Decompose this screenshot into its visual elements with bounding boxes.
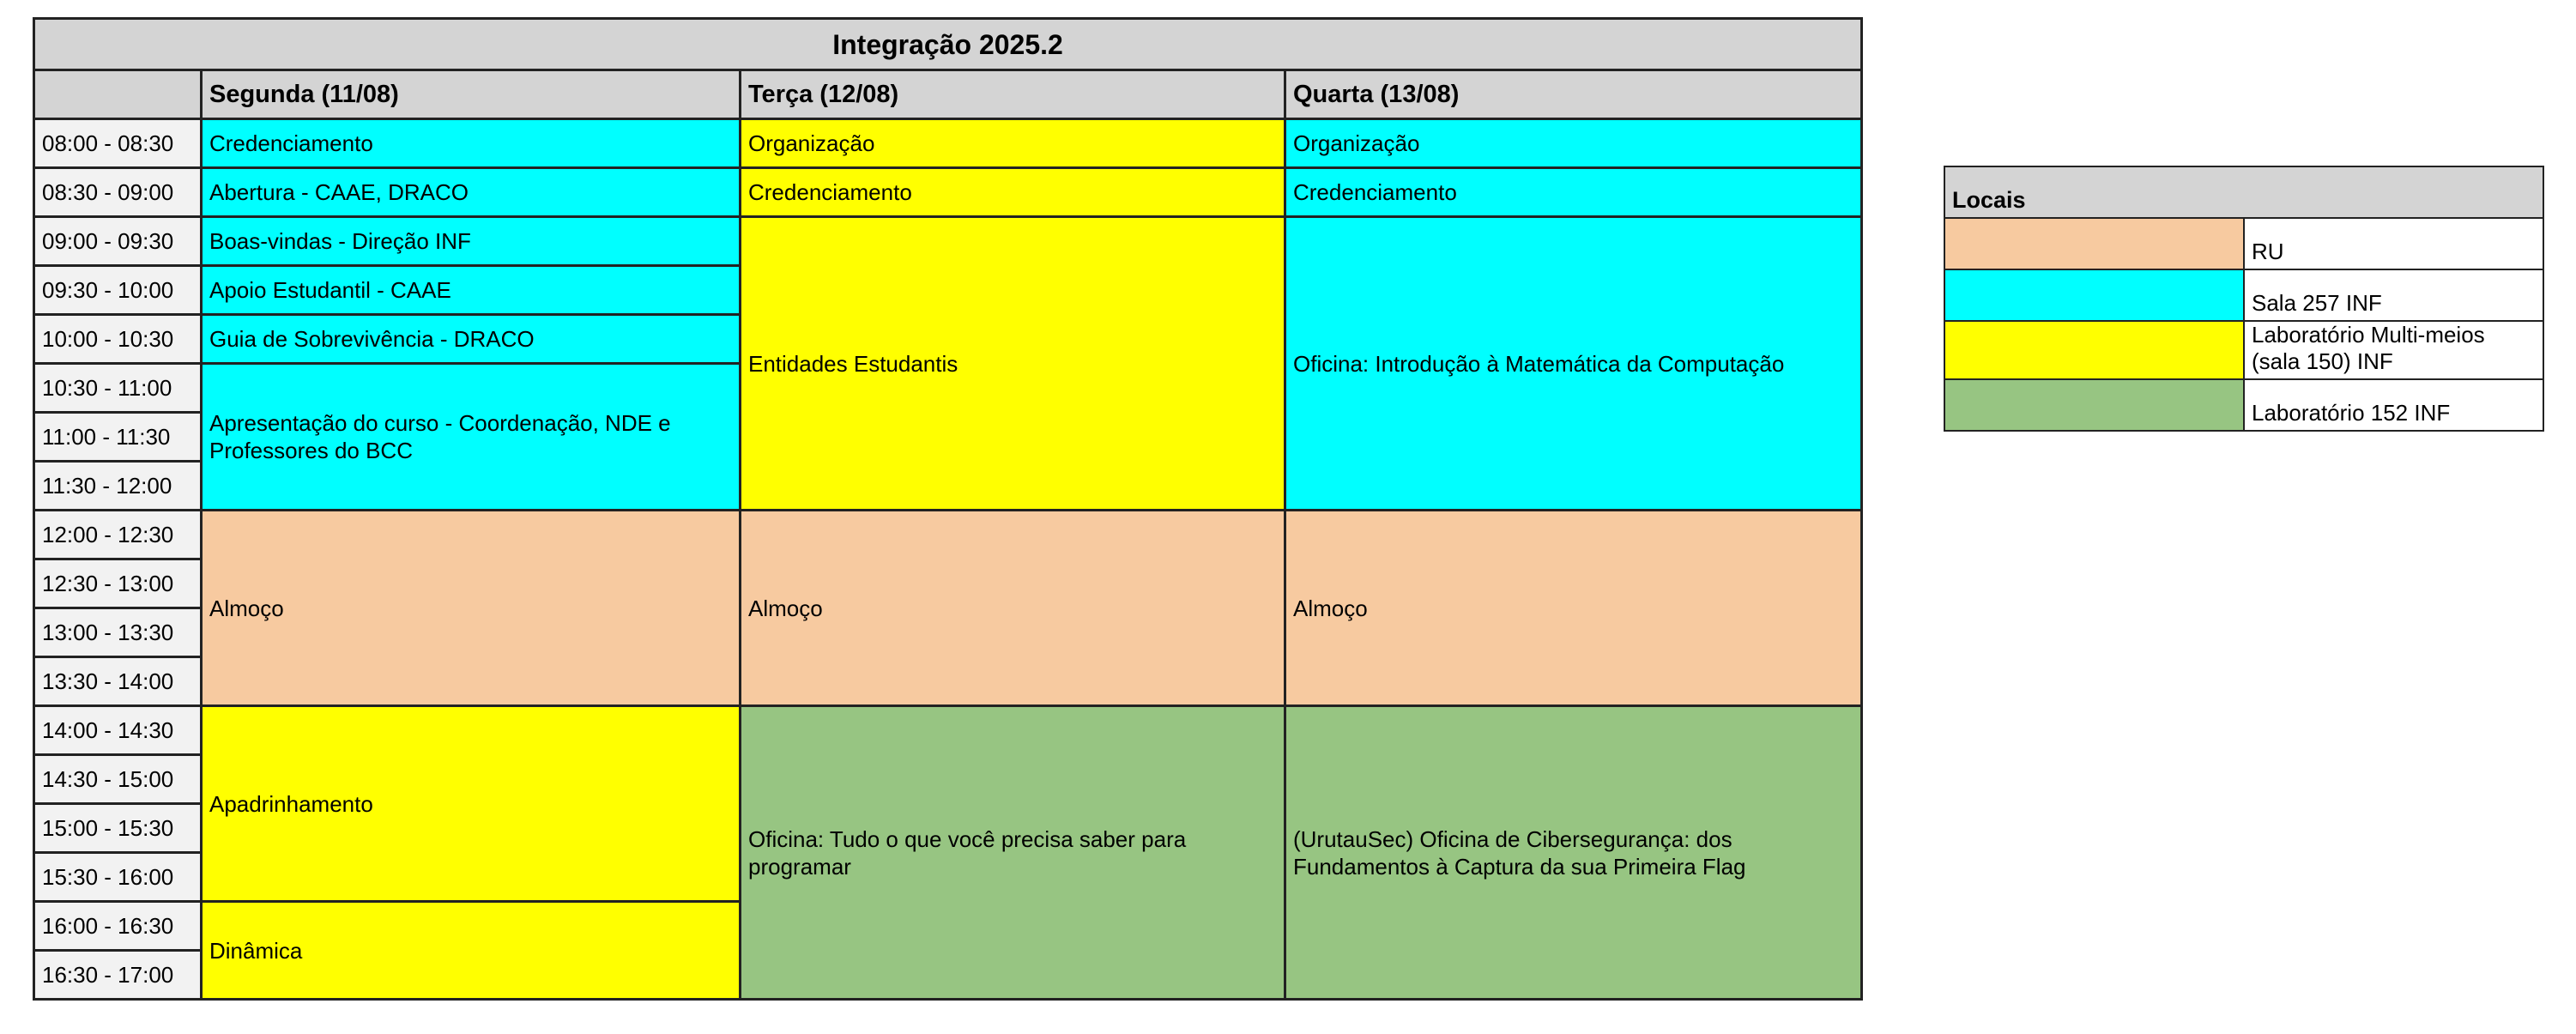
legend-swatch-ru — [1944, 218, 2244, 269]
time-slot: 08:30 - 09:00 — [34, 168, 202, 217]
event-cell: Oficina: Introdução à Matemática da Computação — [1285, 217, 1862, 511]
time-slot: 11:30 - 12:00 — [34, 462, 202, 511]
legend-label: RU — [2244, 218, 2543, 269]
time-slot: 13:30 - 14:00 — [34, 657, 202, 706]
event-cell: Boas-vindas - Direção INF — [202, 217, 741, 266]
event-cell: (UrutauSec) Oficina de Cibersegurança: dos Fundamentos à Captura da sua Primeira Flag — [1285, 706, 1862, 1000]
time-slot: 14:30 - 15:00 — [34, 755, 202, 804]
event-cell: Apresentação do curso - Coordenação, NDE e Professores do BCC — [202, 364, 741, 511]
legend-label: Laboratório Multi-meios (sala 150) INF — [2244, 321, 2543, 379]
time-slot: 10:00 - 10:30 — [34, 315, 202, 364]
legend-table — [1944, 166, 2544, 432]
header-corner — [34, 70, 202, 119]
event-cell: Credenciamento — [1285, 168, 1862, 217]
day-header-monday: Segunda (11/08) — [202, 70, 741, 119]
schedule-title: Integração 2025.2 — [34, 19, 1862, 70]
event-cell: Organização — [1285, 119, 1862, 168]
event-cell: Organização — [741, 119, 1285, 168]
event-cell: Oficina: Tudo o que você precisa saber para programar — [741, 706, 1285, 1000]
legend-swatch-sala257 — [1944, 269, 2244, 321]
legend-swatch-lab150 — [1944, 321, 2244, 379]
time-slot: 15:30 - 16:00 — [34, 853, 202, 902]
time-slot: 13:00 - 13:30 — [34, 608, 202, 657]
time-slot: 09:30 - 10:00 — [34, 266, 202, 315]
time-slot: 10:30 - 11:00 — [34, 364, 202, 413]
event-cell: Guia de Sobrevivência - DRACO — [202, 315, 741, 364]
event-cell: Abertura - CAAE, DRACO — [202, 168, 741, 217]
legend-swatch-lab152 — [1944, 379, 2244, 431]
time-slot: 12:30 - 13:00 — [34, 559, 202, 608]
event-cell: Apoio Estudantil - CAAE — [202, 266, 741, 315]
time-slot: 09:00 - 09:30 — [34, 217, 202, 266]
day-header-wednesday: Quarta (13/08) — [1285, 70, 1862, 119]
event-cell: Entidades Estudantis — [741, 217, 1285, 511]
schedule-table — [33, 17, 1863, 1001]
event-cell: Almoço — [202, 511, 741, 706]
event-cell: Apadrinhamento — [202, 706, 741, 902]
time-slot: 11:00 - 11:30 — [34, 413, 202, 462]
time-slot: 15:00 - 15:30 — [34, 804, 202, 853]
legend-title: Locais — [1944, 166, 2543, 218]
time-slot: 12:00 - 12:30 — [34, 511, 202, 559]
event-cell: Almoço — [1285, 511, 1862, 706]
time-slot: 14:00 - 14:30 — [34, 706, 202, 755]
day-header-tuesday: Terça (12/08) — [741, 70, 1285, 119]
legend-label: Sala 257 INF — [2244, 269, 2543, 321]
time-slot: 08:00 - 08:30 — [34, 119, 202, 168]
time-slot: 16:00 - 16:30 — [34, 902, 202, 951]
event-cell: Dinâmica — [202, 902, 741, 1000]
event-cell: Almoço — [741, 511, 1285, 706]
legend-label: Laboratório 152 INF — [2244, 379, 2543, 431]
event-cell: Credenciamento — [741, 168, 1285, 217]
event-cell: Credenciamento — [202, 119, 741, 168]
time-slot: 16:30 - 17:00 — [34, 951, 202, 1000]
